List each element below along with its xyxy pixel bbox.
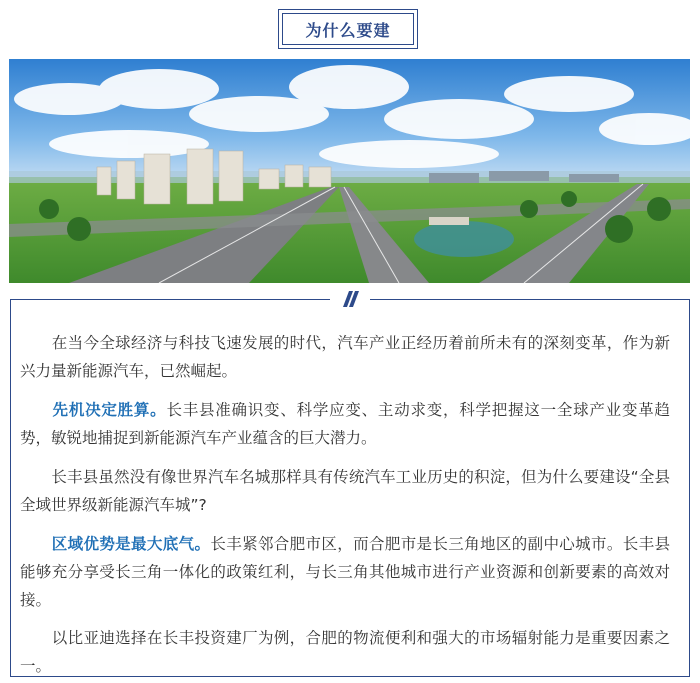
paragraph-2-text: 长丰县准确识变、科学应变、主动求变，科学把握这一全球产业变革趋势，敏锐地捕捉到新能源汽车产业蕴含的巨大潜力。 <box>20 401 670 447</box>
city-aerial-photo <box>9 59 690 283</box>
paragraph-5-text: 以比亚迪选择在长丰投资建厂为例，合肥的物流便利和强大的市场辐射能力是重要因素之一。 <box>20 629 670 675</box>
paragraph-4-text: 长丰紧邻合肥市区，而合肥市是长三角地区的副中心城市。长丰县能够充分享受长三角一体化的政策红利，与长三角其他城市进行产业资源和创新要素的高效对接。 <box>20 535 670 609</box>
section-title-box <box>282 13 414 45</box>
paragraph-1-text: 在当今全球经济与科技飞速发展的时代，汽车产业正经历着前所未有的深刻变革，作为新兴力量新能源汽车，已然崛起。 <box>20 334 670 380</box>
paragraph-3 <box>20 463 670 519</box>
paragraph-3-text: 长丰县虽然没有像世界汽车名城那样具有传统汽车工业历史的积淀，但为什么要建设“全县全域世界级新能源汽车城”? <box>20 468 670 514</box>
paragraph-5 <box>20 624 670 680</box>
paragraph-2 <box>20 396 670 452</box>
paragraph-1 <box>20 329 670 385</box>
slash-decoration <box>330 290 370 308</box>
paragraph-4 <box>20 530 670 614</box>
city-aerial-illustration <box>9 59 690 283</box>
section-title-frame <box>278 9 418 49</box>
section-title: 为什么要建 <box>305 20 391 40</box>
paragraph-2-lead: 先机决定胜算。 <box>52 401 167 419</box>
paragraph-4-lead: 区域优势是最大底气。 <box>51 535 211 553</box>
